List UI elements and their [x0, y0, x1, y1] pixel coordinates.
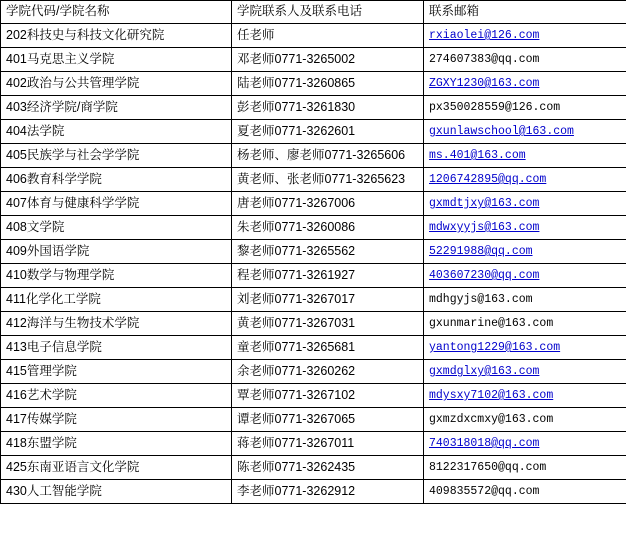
- email-cell: [424, 24, 626, 48]
- email-text: gxunmarine@163.com: [429, 317, 554, 330]
- email-text: mdhgyjs@163.com: [429, 293, 533, 306]
- college-name-cell: 409外国语学院: [1, 240, 232, 264]
- contact-person-cell: 覃老师0771-3267102: [232, 384, 424, 408]
- college-name-cell: 418东盟学院: [1, 432, 232, 456]
- table-row: [1, 168, 626, 192]
- college-name-cell: 430人工智能学院: [1, 480, 232, 504]
- email-link[interactable]: gxmdtjxy@163.com: [429, 197, 540, 210]
- table-row: [1, 120, 626, 144]
- college-name-cell: 416艺术学院: [1, 384, 232, 408]
- table-body: [1, 1, 626, 504]
- contact-person-cell: 刘老师0771-3267017: [232, 288, 424, 312]
- contact-person-cell: 唐老师0771-3267006: [232, 192, 424, 216]
- header-college: 学院代码/学院名称: [1, 1, 232, 24]
- email-cell: [424, 288, 626, 312]
- email-text: px350028559@126.com: [429, 101, 561, 114]
- email-cell: [424, 144, 626, 168]
- table-row: [1, 48, 626, 72]
- table-row: [1, 480, 626, 504]
- contact-person-cell: 余老师0771-3260262: [232, 360, 424, 384]
- table-row: [1, 288, 626, 312]
- contact-person-cell: 黄老师、张老师0771-3265623: [232, 168, 424, 192]
- email-link[interactable]: rxiaolei@126.com: [429, 29, 540, 42]
- email-cell: [424, 240, 626, 264]
- email-cell: [424, 456, 626, 480]
- contact-person-cell: 李老师0771-3262912: [232, 480, 424, 504]
- email-cell: [424, 360, 626, 384]
- contact-person-cell: 陈老师0771-3262435: [232, 456, 424, 480]
- email-link[interactable]: 403607230@qq.com: [429, 269, 540, 282]
- college-name-cell: 413电子信息学院: [1, 336, 232, 360]
- table-row: [1, 384, 626, 408]
- contact-person-cell: 杨老师、廖老师0771-3265606: [232, 144, 424, 168]
- college-name-cell: 405民族学与社会学学院: [1, 144, 232, 168]
- email-text: 8122317650@qq.com: [429, 461, 547, 474]
- email-cell: [424, 168, 626, 192]
- table-row: [1, 240, 626, 264]
- email-cell: [424, 384, 626, 408]
- college-name-cell: 407体育与健康科学学院: [1, 192, 232, 216]
- contact-person-cell: 程老师0771-3261927: [232, 264, 424, 288]
- email-link[interactable]: 52291988@qq.com: [429, 245, 533, 258]
- college-name-cell: 412海洋与生物技术学院: [1, 312, 232, 336]
- table-row: [1, 408, 626, 432]
- email-cell: [424, 120, 626, 144]
- email-cell: [424, 336, 626, 360]
- header-contact: 学院联系人及联系电话: [232, 1, 424, 24]
- table-row: [1, 96, 626, 120]
- email-cell: [424, 480, 626, 504]
- email-link[interactable]: ZGXY1230@163.com: [429, 77, 540, 90]
- table-row: [1, 360, 626, 384]
- table-row: [1, 312, 626, 336]
- email-cell: [424, 312, 626, 336]
- email-cell: [424, 408, 626, 432]
- table-row: [1, 192, 626, 216]
- table-header-row: [1, 1, 626, 24]
- table-row: [1, 216, 626, 240]
- contact-person-cell: 童老师0771-3265681: [232, 336, 424, 360]
- college-name-cell: 401马克思主义学院: [1, 48, 232, 72]
- email-cell: [424, 96, 626, 120]
- email-text: 409835572@qq.com: [429, 485, 540, 498]
- email-link[interactable]: ms.401@163.com: [429, 149, 526, 162]
- contact-person-cell: 蒋老师0771-3267011: [232, 432, 424, 456]
- email-cell: [424, 72, 626, 96]
- college-name-cell: 417传媒学院: [1, 408, 232, 432]
- contact-person-cell: 任老师: [232, 24, 424, 48]
- email-link[interactable]: 1206742895@qq.com: [429, 173, 547, 186]
- college-name-cell: 411化学化工学院: [1, 288, 232, 312]
- email-link[interactable]: mdwxyyjs@163.com: [429, 221, 540, 234]
- email-cell: [424, 48, 626, 72]
- email-cell: [424, 216, 626, 240]
- college-name-cell: 402政治与公共管理学院: [1, 72, 232, 96]
- email-link[interactable]: yantong1229@163.com: [429, 341, 561, 354]
- college-name-cell: 406教育科学学院: [1, 168, 232, 192]
- contact-person-cell: 黄老师0771-3267031: [232, 312, 424, 336]
- table-row: [1, 432, 626, 456]
- table-row: [1, 144, 626, 168]
- college-name-cell: 410数学与物理学院: [1, 264, 232, 288]
- contact-person-cell: 朱老师0771-3260086: [232, 216, 424, 240]
- college-name-cell: 408文学院: [1, 216, 232, 240]
- email-cell: [424, 264, 626, 288]
- email-link[interactable]: mdysxy7102@163.com: [429, 389, 554, 402]
- table-row: [1, 264, 626, 288]
- college-name-cell: 415管理学院: [1, 360, 232, 384]
- table-row: [1, 72, 626, 96]
- email-link[interactable]: gxmdglxy@163.com: [429, 365, 540, 378]
- email-cell: [424, 432, 626, 456]
- table-row: [1, 336, 626, 360]
- contact-person-cell: 谭老师0771-3267065: [232, 408, 424, 432]
- email-link[interactable]: gxunlawschool@163.com: [429, 125, 574, 138]
- contact-person-cell: 黎老师0771-3265562: [232, 240, 424, 264]
- email-link[interactable]: 740318018@qq.com: [429, 437, 540, 450]
- college-name-cell: 404法学院: [1, 120, 232, 144]
- contact-person-cell: 彭老师0771-3261830: [232, 96, 424, 120]
- table-row: [1, 24, 626, 48]
- table-row: [1, 456, 626, 480]
- college-name-cell: 403经济学院/商学院: [1, 96, 232, 120]
- contact-person-cell: 邓老师0771-3265002: [232, 48, 424, 72]
- contact-person-cell: 夏老师0771-3262601: [232, 120, 424, 144]
- college-name-cell: 425东南亚语言文化学院: [1, 456, 232, 480]
- email-text: 274607383@qq.com: [429, 53, 540, 66]
- email-text: gxmzdxcmxy@163.com: [429, 413, 554, 426]
- email-cell: [424, 192, 626, 216]
- contact-person-cell: 陆老师0771-3260865: [232, 72, 424, 96]
- college-name-cell: 202科技史与科技文化研究院: [1, 24, 232, 48]
- header-email: 联系邮箱: [424, 1, 626, 24]
